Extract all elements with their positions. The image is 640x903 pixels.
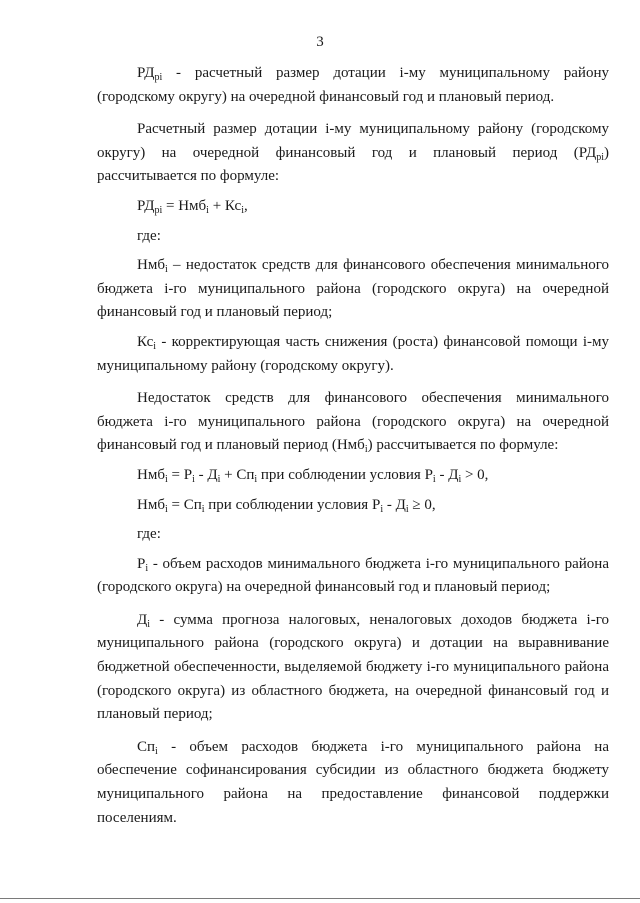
paragraph-nmbi-definition: Нмб$_i$ – недостаток средств для финансового обеспечения минимального бюджета i-го муниципального района (городского округа) на очередной финансовый год и плановый период; [97,257,609,321]
subscript-index: i [201,503,205,515]
subscript-index: pi [596,151,604,163]
bottom-rule [0,898,640,899]
paragraph-ksi-definition: $Кс_i$ - корректирующая часть снижения (роста) финансовой помощи i-му муниципальному району (городскому округу). [97,333,609,374]
formula-rdpi: $РД_{pi} = Нмб_i + Кс_i$, [137,197,248,216]
paragraph-nmbi-intro: Недостаток средств для финансового обеспечения минимального бюджета i-го муниципального района (городского округа) на очередной финансовый год и плановый период (Нмб$_i$) рассчитывается по формуле: [97,390,609,456]
paragraph-di-definition: $Д_i$ - сумма прогноза налоговых, неналоговых доходов бюджета i-го муниципального района (городского округа) и дотации на выравнивание бюджетной обеспеченности, выделяемой бюджету i-го муниципального района (городского округа) из областного бюджета, на очередной финансовый год и плановый период; [97,611,609,723]
subscript-index: i [432,473,436,485]
subscript-index: i [405,503,409,515]
paragraph-rdpi-intro: Расчетный размер дотации i-му муниципальному району (городскому округу) на очередной финансовый год и плановый период $(РД_{pi})$ рассчитывается по формуле: [97,121,609,185]
subscript-index: i [155,745,158,757]
subscript-index: i [192,473,195,485]
where-label: где: [137,526,161,543]
subscript-index: i [206,204,209,216]
subscript-index: i [164,264,168,276]
paragraph-pi-definition: $Р_i$ - объем расходов минимального бюджета i-го муниципального района (городского округа) на очередной финансовый год и плановый период; [97,555,609,596]
subscript-index: i [145,562,149,574]
subscript-index: i [458,473,462,485]
formula-nmbi-2: $Нмб_i = Сп_i$ при соблюдении условия $Р_i - Д_i \ge 0$, [137,496,436,515]
subscript-index: i [153,340,157,352]
subscript-index: i [147,618,151,630]
paragraph-rdpi-definition: $РД_{pi}$ - расчетный размер дотации i-му муниципальному району (городскому округу) на очередной финансовый год и плановый период. [97,65,609,105]
subscript-index: i [217,473,221,485]
subscript-index: i [164,503,168,515]
subscript-index: i [164,473,168,485]
formula-nmbi-1: $Нмб_i = Р_i - Д_i + Сп_i$ при соблюдении условия $Р_i - Д_i > 0$, [137,466,489,485]
subscript-index: i [380,503,384,515]
subscript-index: pi [154,72,163,83]
subscript-index: pi [154,204,163,216]
subscript-index: i [254,473,258,485]
paragraph-spi-definition: $Сп_i$ - объем расходов бюджета i-го муниципального района на обеспечение софинансирования субсидии из областного бюджета бюджету муниципального района на предоставление финансовой поддержки поселениям. [97,738,609,826]
subscript-index: i [241,204,244,216]
subscript-index: i [364,444,368,456]
where-label: где: [137,227,161,244]
document-body [97,62,609,830]
page-number: 3 [316,34,324,50]
